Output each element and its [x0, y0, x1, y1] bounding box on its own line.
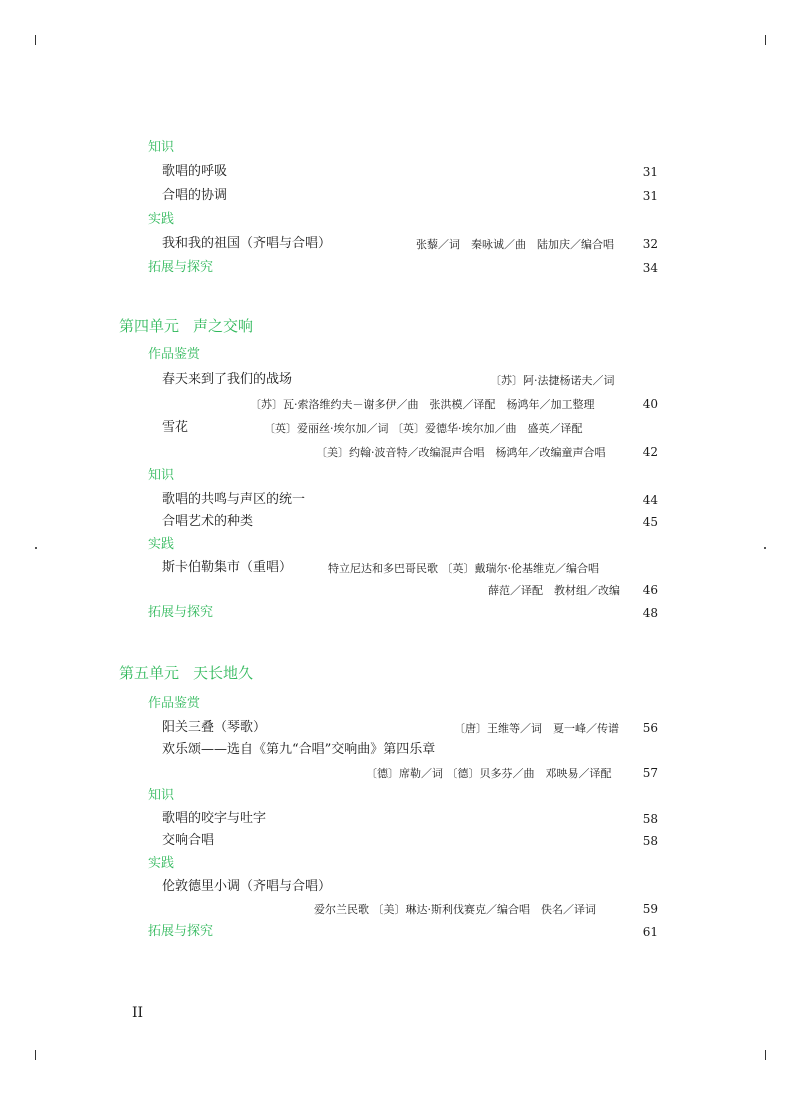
toc-entry-page: 59: [642, 902, 658, 916]
toc-entry-page: 46: [642, 583, 658, 597]
toc-entry-page: 61: [642, 925, 658, 939]
toc-entry-page: 57: [642, 766, 658, 780]
toc-entry-page: 40: [642, 397, 658, 411]
toc-entry-page: 56: [642, 721, 658, 735]
unit-label: 第四单元: [119, 317, 180, 335]
toc-entry-page: 42: [642, 445, 658, 459]
unit-name: 天长地久: [193, 664, 254, 682]
registration-dot-left: [35, 547, 37, 549]
category-knowledge: 知识: [148, 788, 175, 803]
category-knowledge: 知识: [148, 468, 175, 483]
toc-entry-title: 斯卡伯勒集市（重唱）: [162, 560, 293, 575]
toc-entry-page: 45: [642, 515, 658, 529]
toc-entry-title: 伦敦德里小调（齐唱与合唱）: [162, 879, 332, 894]
registration-dot-right: [764, 547, 766, 549]
category-explore: 拓展与探究: [148, 924, 214, 939]
toc-entry-credit: 张藜／词 秦咏诚／曲 陆加庆／编合唱: [416, 238, 614, 251]
category-practice: 实践: [148, 212, 175, 227]
toc-entry-page: 58: [642, 834, 658, 848]
category-works: 作品鉴赏: [148, 696, 201, 711]
toc-entry-title: 雪花: [162, 420, 189, 435]
crop-mark-bottom-right: [765, 1050, 766, 1060]
toc-entry-page: 31: [642, 165, 658, 179]
toc-entry-credit: 〔苏〕阿·法捷杨诺夫／词: [490, 374, 615, 387]
toc-entry-title: 合唱艺术的种类: [162, 514, 254, 529]
toc-entry-credit: 〔美〕约翰·波音特／改编混声合唱 杨鸿年／改编童声合唱: [316, 446, 606, 459]
category-practice: 实践: [148, 856, 175, 871]
toc-entry-credit: 薛范／译配 教材组／改编: [488, 584, 620, 597]
crop-mark-top-right: [765, 35, 766, 45]
category-knowledge: 知识: [148, 140, 175, 155]
unit-heading-4: [119, 317, 253, 335]
toc-entry-page: 44: [642, 493, 658, 507]
toc-entry-page: 32: [642, 237, 658, 251]
category-works: 作品鉴赏: [148, 347, 201, 362]
toc-entry-credit: 〔英〕爱丽丝·埃尔加／词 〔英〕爱德华·埃尔加／曲 盛英／译配: [264, 422, 583, 435]
toc-entry-title: 我和我的祖国（齐唱与合唱）: [162, 236, 332, 251]
toc-entry-title: 阳关三叠（琴歌）: [162, 720, 267, 735]
unit-label: 第五单元: [119, 664, 180, 682]
toc-entry-title: 合唱的协调: [162, 188, 228, 203]
unit-heading-5: [119, 664, 253, 682]
toc-entry-title: 歌唱的咬字与吐字: [162, 811, 267, 826]
crop-mark-bottom-left: [35, 1050, 36, 1060]
category-explore: 拓展与探究: [148, 605, 214, 620]
toc-entry-title: 歌唱的共鸣与声区的统一: [162, 492, 306, 507]
crop-mark-top-left: [35, 35, 36, 45]
toc-entry-title: 歌唱的呼吸: [162, 164, 228, 179]
category-explore: 拓展与探究: [148, 260, 214, 275]
toc-entry-title: 春天来到了我们的战场: [162, 372, 293, 387]
page-number: II: [132, 1005, 144, 1021]
toc-entry-page: 34: [642, 261, 658, 275]
toc-entry-credit: 〔苏〕瓦·索洛维约夫－谢多伊／曲 张洪模／译配 杨鸿年／加工整理: [250, 398, 595, 411]
category-practice: 实践: [148, 537, 175, 552]
toc-entry-credit: 〔德〕席勒／词 〔德〕贝多芬／曲 邓映易／译配: [366, 767, 612, 780]
toc-entry-credit: 爱尔兰民歌 〔美〕琳达·斯利伐赛克／编合唱 佚名／译词: [314, 903, 596, 916]
toc-entry-page: 31: [642, 189, 658, 203]
toc-entry-credit: 特立尼达和多巴哥民歌 〔英〕戴瑞尔·伦基维克／编合唱: [328, 562, 599, 575]
toc-entry-title: 欢乐颂——选自《第九“合唱”交响曲》第四乐章: [162, 742, 436, 757]
unit-name: 声之交响: [193, 317, 254, 335]
toc-entry-page: 48: [642, 606, 658, 620]
toc-entry-credit: 〔唐〕王维等／词 夏一峰／传谱: [454, 722, 619, 735]
toc-entry-page: 58: [642, 812, 658, 826]
toc-entry-title: 交响合唱: [162, 833, 215, 848]
